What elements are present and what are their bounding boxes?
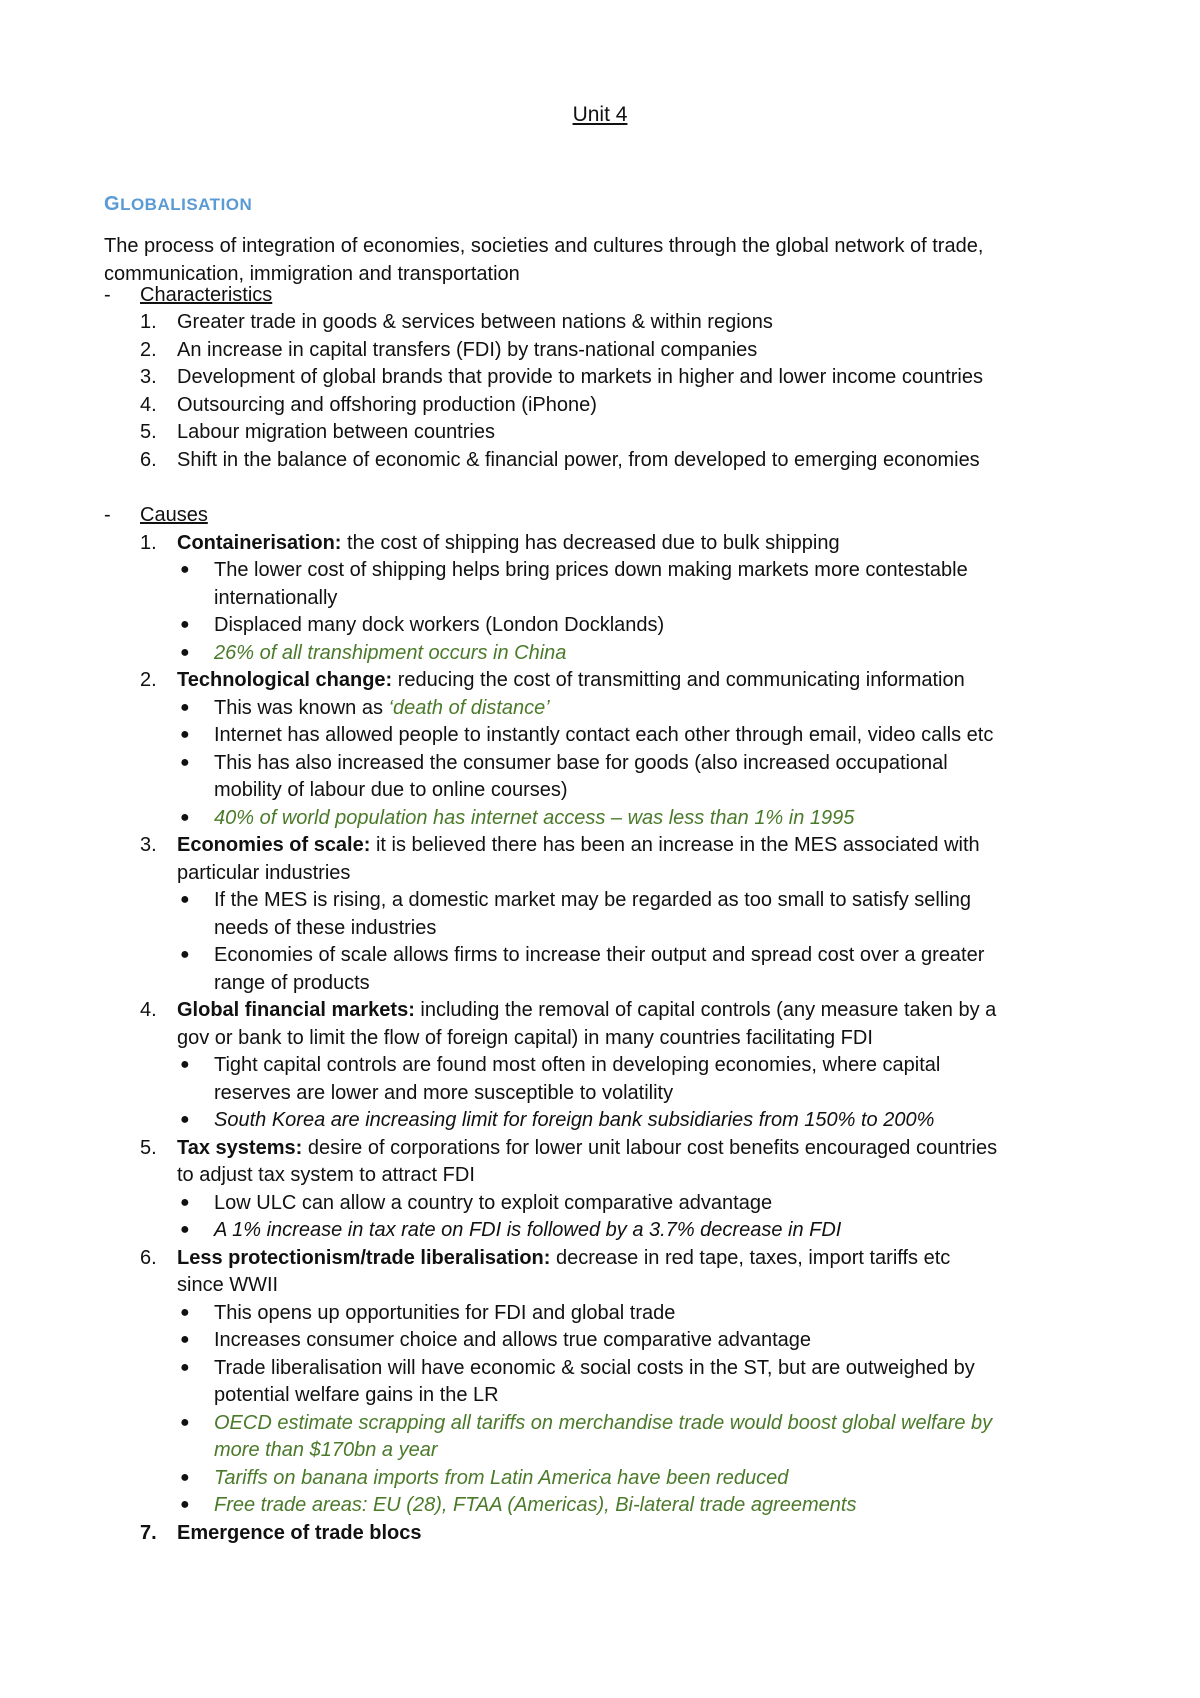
item-bold: Technological change: (177, 669, 393, 691)
item-desc: particular industries (177, 862, 351, 884)
bullet-text: Economies of scale allows firms to increase their output and spread cost over a greater (214, 944, 985, 966)
item-text (177, 666, 965, 694)
bullet-icon: ● (180, 1304, 190, 1321)
item-bold: Less protectionism/trade liberalisation: (177, 1247, 551, 1269)
intro-paragraph: The process of integration of economies, societies and cultures through the global network of trade, communication, immigration and transportation (104, 235, 984, 285)
example-text: more than $170bn a year (214, 1439, 438, 1461)
bullet-icon: ● (180, 1359, 190, 1376)
item-number: 4. (140, 394, 157, 416)
item-number: 7. (140, 1522, 157, 1544)
item-number: 3. (140, 366, 157, 388)
bullet-icon: ● (180, 809, 190, 826)
bullet-text: Displaced many dock workers (London Docklands) (214, 614, 665, 636)
item-number: 5. (140, 421, 157, 443)
bullet-icon: ● (180, 1221, 190, 1238)
example-text: ‘death of distance’ (388, 697, 550, 719)
bullet-icon: ● (180, 1056, 190, 1073)
item-bold: Tax systems: (177, 1137, 303, 1159)
item-desc: decrease in red tape, taxes, import tariffs etc (550, 1247, 951, 1269)
bullet-text: Low ULC can allow a country to exploit comparative advantage (214, 1192, 773, 1214)
item-text: Shift in the balance of economic & financial power, from developed to emerging economies (177, 449, 980, 471)
item-text (177, 1134, 997, 1162)
item-desc: it is believed there has been an increase in the MES associated with (370, 834, 980, 856)
bullet-text: range of products (214, 972, 370, 994)
item-text (177, 529, 840, 557)
bullet-icon: ● (180, 726, 190, 743)
bullet-icon: ● (180, 891, 190, 908)
characteristics-label: Characteristics (140, 284, 273, 306)
item-desc: since WWII (177, 1274, 279, 1296)
item-text (177, 1244, 950, 1272)
item-number: 4. (140, 999, 157, 1021)
example-text: 26% of all transhipment occurs in China (214, 642, 567, 664)
bullet-icon: ● (180, 561, 190, 578)
bullet-icon: ● (180, 616, 190, 633)
item-bold: Economies of scale: (177, 834, 371, 856)
heading-first-letter: G (104, 193, 121, 215)
bullet-icon: ● (180, 754, 190, 771)
dash-marker: - (104, 504, 111, 526)
example-text: A 1% increase in tax rate on FDI is followed by a 3.7% decrease in FDI (214, 1219, 842, 1241)
item-text (177, 831, 980, 859)
item-text: Greater trade in goods & services between nations & within regions (177, 311, 773, 333)
item-desc: desire of corporations for lower unit labour cost benefits encouraged countries (302, 1137, 998, 1159)
item-desc: reducing the cost of transmitting and communicating information (392, 669, 965, 691)
item-bold: Emergence of trade blocs (177, 1522, 422, 1544)
bullet-icon: ● (180, 1331, 190, 1348)
item-desc: gov or bank to limit the flow of foreign capital) in many countries facilitating FDI (177, 1027, 873, 1049)
example-text: 40% of world population has internet access – was less than 1% in 1995 (214, 807, 855, 829)
item-text (177, 1519, 422, 1547)
bullet-text: potential welfare gains in the LR (214, 1384, 499, 1406)
causes-label: Causes (140, 504, 208, 526)
section-heading (104, 193, 252, 216)
item-desc: including the removal of capital controls (any measure taken by a (414, 999, 997, 1021)
bullet-icon: ● (180, 644, 190, 661)
item-number: 6. (140, 449, 157, 471)
bullet-text: internationally (214, 587, 338, 609)
bullet-prefix: This was known as (214, 697, 389, 719)
item-bold: Global financial markets: (177, 999, 415, 1021)
bullet-icon: ● (180, 699, 190, 716)
bullet-text: reserves are lower and more susceptible to volatility (214, 1082, 674, 1104)
bullet-text: needs of these industries (214, 917, 437, 939)
item-number: 2. (140, 339, 157, 361)
bullet-text: Tight capital controls are found most often in developing economies, where capital (214, 1054, 941, 1076)
item-number: 3. (140, 834, 157, 856)
bullet-text: This opens up opportunities for FDI and global trade (214, 1302, 676, 1324)
item-desc: to adjust tax system to attract FDI (177, 1164, 475, 1186)
bullet-icon: ● (180, 1469, 190, 1486)
item-text: Outsourcing and offshoring production (iPhone) (177, 394, 597, 416)
item-number: 1. (140, 311, 157, 333)
example-text: Tariffs on banana imports from Latin America have been reduced (214, 1467, 789, 1489)
bullet-text: Trade liberalisation will have economic & social costs in the ST, but are outweighed by (214, 1357, 975, 1379)
bullet-icon: ● (180, 1496, 190, 1513)
page-title: Unit 4 (572, 103, 628, 126)
item-text: An increase in capital transfers (FDI) by trans-national companies (177, 339, 758, 361)
example-text: OECD estimate scrapping all tariffs on merchandise trade would boost global welfare by (214, 1412, 993, 1434)
item-number: 1. (140, 532, 157, 554)
item-number: 2. (140, 669, 157, 691)
bullet-text: The lower cost of shipping helps bring prices down making markets more contestable (214, 559, 968, 581)
item-desc: the cost of shipping has decreased due to bulk shipping (341, 532, 840, 554)
dash-marker: - (104, 284, 111, 306)
bullet-icon: ● (180, 1414, 190, 1431)
bullet-icon: ● (180, 1111, 190, 1128)
bullet-icon: ● (180, 1194, 190, 1211)
bullet-text: If the MES is rising, a domestic market may be regarded as too small to satisfy selling (214, 889, 971, 911)
item-text: Labour migration between countries (177, 421, 495, 443)
bullet-text: This has also increased the consumer base for goods (also increased occupational (214, 752, 948, 774)
bullet-icon: ● (180, 946, 190, 963)
bullet-text: mobility of labour due to online courses) (214, 779, 568, 801)
bullet-text: Increases consumer choice and allows true comparative advantage (214, 1329, 811, 1351)
heading-rest: LOBALISATION (120, 195, 253, 214)
item-bold: Containerisation: (177, 532, 342, 554)
example-text: Free trade areas: EU (28), FTAA (Americas), Bi-lateral trade agreements (214, 1494, 857, 1516)
item-number: 5. (140, 1137, 157, 1159)
bullet-text: Internet has allowed people to instantly contact each other through email, video calls etc (214, 724, 994, 746)
item-text (177, 996, 996, 1024)
bullet-text (214, 694, 550, 722)
example-text: South Korea are increasing limit for foreign bank subsidiaries from 150% to 200% (214, 1109, 935, 1131)
item-number: 6. (140, 1247, 157, 1269)
item-text: Development of global brands that provide to markets in higher and lower income countries (177, 366, 983, 388)
